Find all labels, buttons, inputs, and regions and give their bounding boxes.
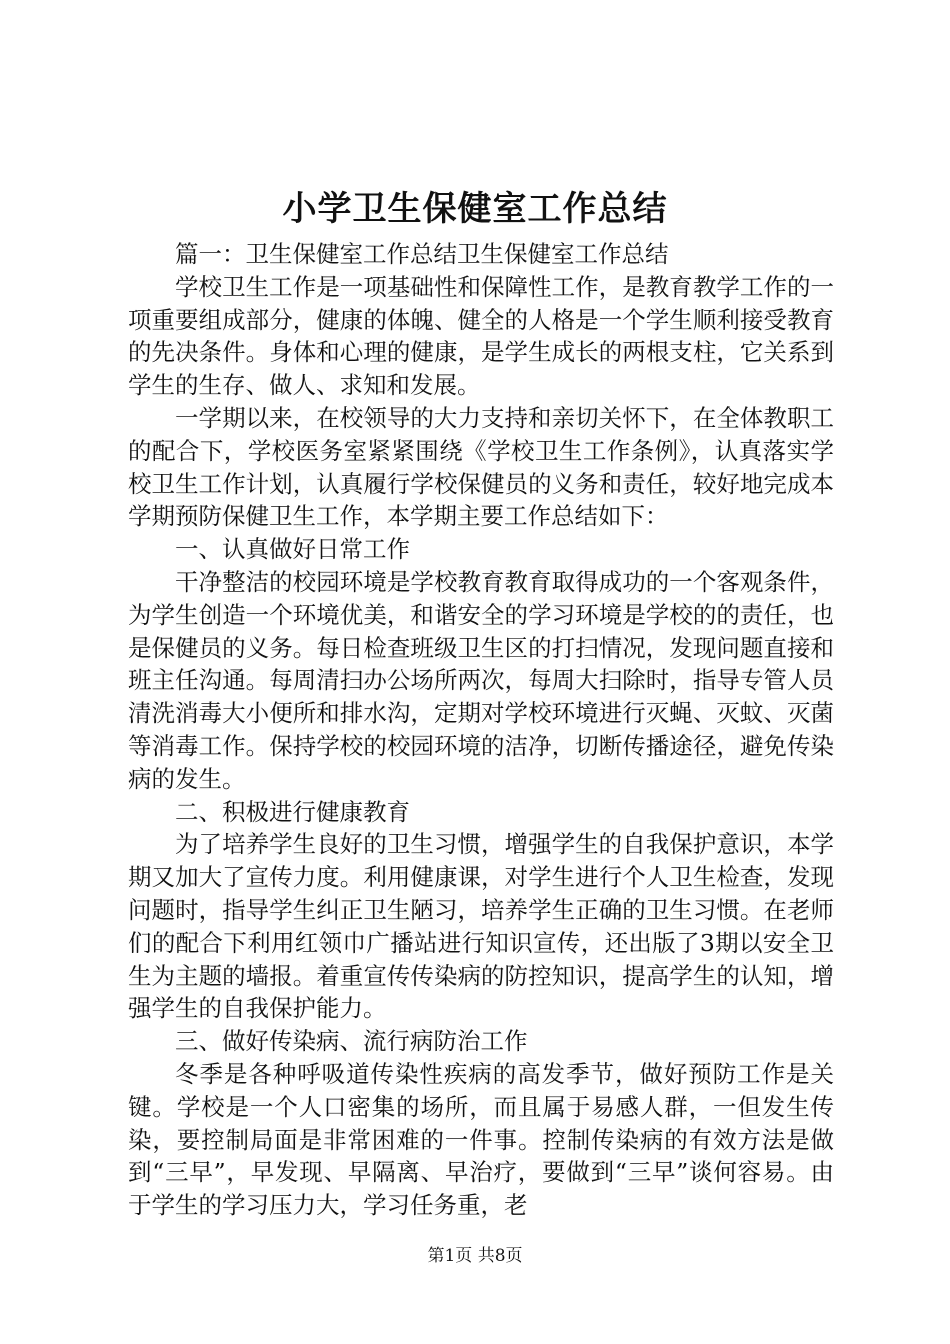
section-heading: 三、做好传染病、流行病防治工作 bbox=[175, 1027, 528, 1056]
section-heading: 一、认真做好日常工作 bbox=[175, 535, 410, 564]
body-paragraph: 学校卫生工作是一项基础性和保障性工作，是教育教学工作的一项重要组成部分，健康的体魄、健全的人格是一个学生顺利接受教育的先决条件。身体和心理的健康，是学生成长的两根支柱，它关系到学生的生存、做人、求知和发展。 bbox=[128, 272, 834, 400]
page-footer: 第1页 共8页 bbox=[427, 1246, 523, 1266]
body-paragraph: 一学期以来，在校领导的大力支持和亲切关怀下，在全体教职工的配合下，学校医务室紧紧围绕《学校卫生工作条例》，认真落实学校卫生工作计划，认真履行学校保健员的义务和责任，较好地完成本学期预防保健卫生工作，本学期主要工作总结如下： bbox=[128, 403, 834, 531]
body-paragraph: 为了培养学生良好的卫生习惯，增强学生的自我保护意识，本学期又加大了宣传力度。利用健康课，对学生进行个人卫生检查，发现问题时，指导学生纠正卫生陋习，培养学生正确的卫生习惯。在老师们的配合下利用红领巾广播站进行知识宣传，还出版了3期以安全卫生为主题的墙报。着重宣传传染病的防控知识，提高学生的认知，增强学生的自我保护能力。 bbox=[128, 830, 834, 1023]
document-title: 小学卫生保健室工作总结 bbox=[282, 189, 668, 229]
body-paragraph: 干净整洁的校园环境是学校教育教育取得成功的一个客观条件，为学生创造一个环境优美，和谐安全的学习环境是学校的的责任，也是保健员的义务。每日检查班级卫生区的打扫情况，发现问题直接和班主任沟通。每周清扫办公场所两次，每周大扫除时，指导专管人员清洗消毒大小便所和排水沟，定期对学校环境进行灭蝇、灭蚊、灭菌等消毒工作。保持学校的校园环境的洁净，切断传播途径，避免传染病的发生。 bbox=[128, 567, 834, 793]
body-paragraph: 冬季是各种呼吸道传染性疾病的高发季节，做好预防工作是关键。学校是一个人口密集的场所，而且属于易感人群，一但发生传染，要控制局面是非常困难的一件事。控制传染病的有效方法是做到“三早”，早发现、早隔离、早治疗，要做到“三早”谈何容易。由于学生的学习压力大，学习任务重，老 bbox=[128, 1059, 834, 1220]
document-body bbox=[128, 238, 834, 1222]
section-heading: 篇一：卫生保健室工作总结卫生保健室工作总结 bbox=[175, 240, 669, 268]
section-heading: 二、积极进行健康教育 bbox=[175, 797, 410, 826]
